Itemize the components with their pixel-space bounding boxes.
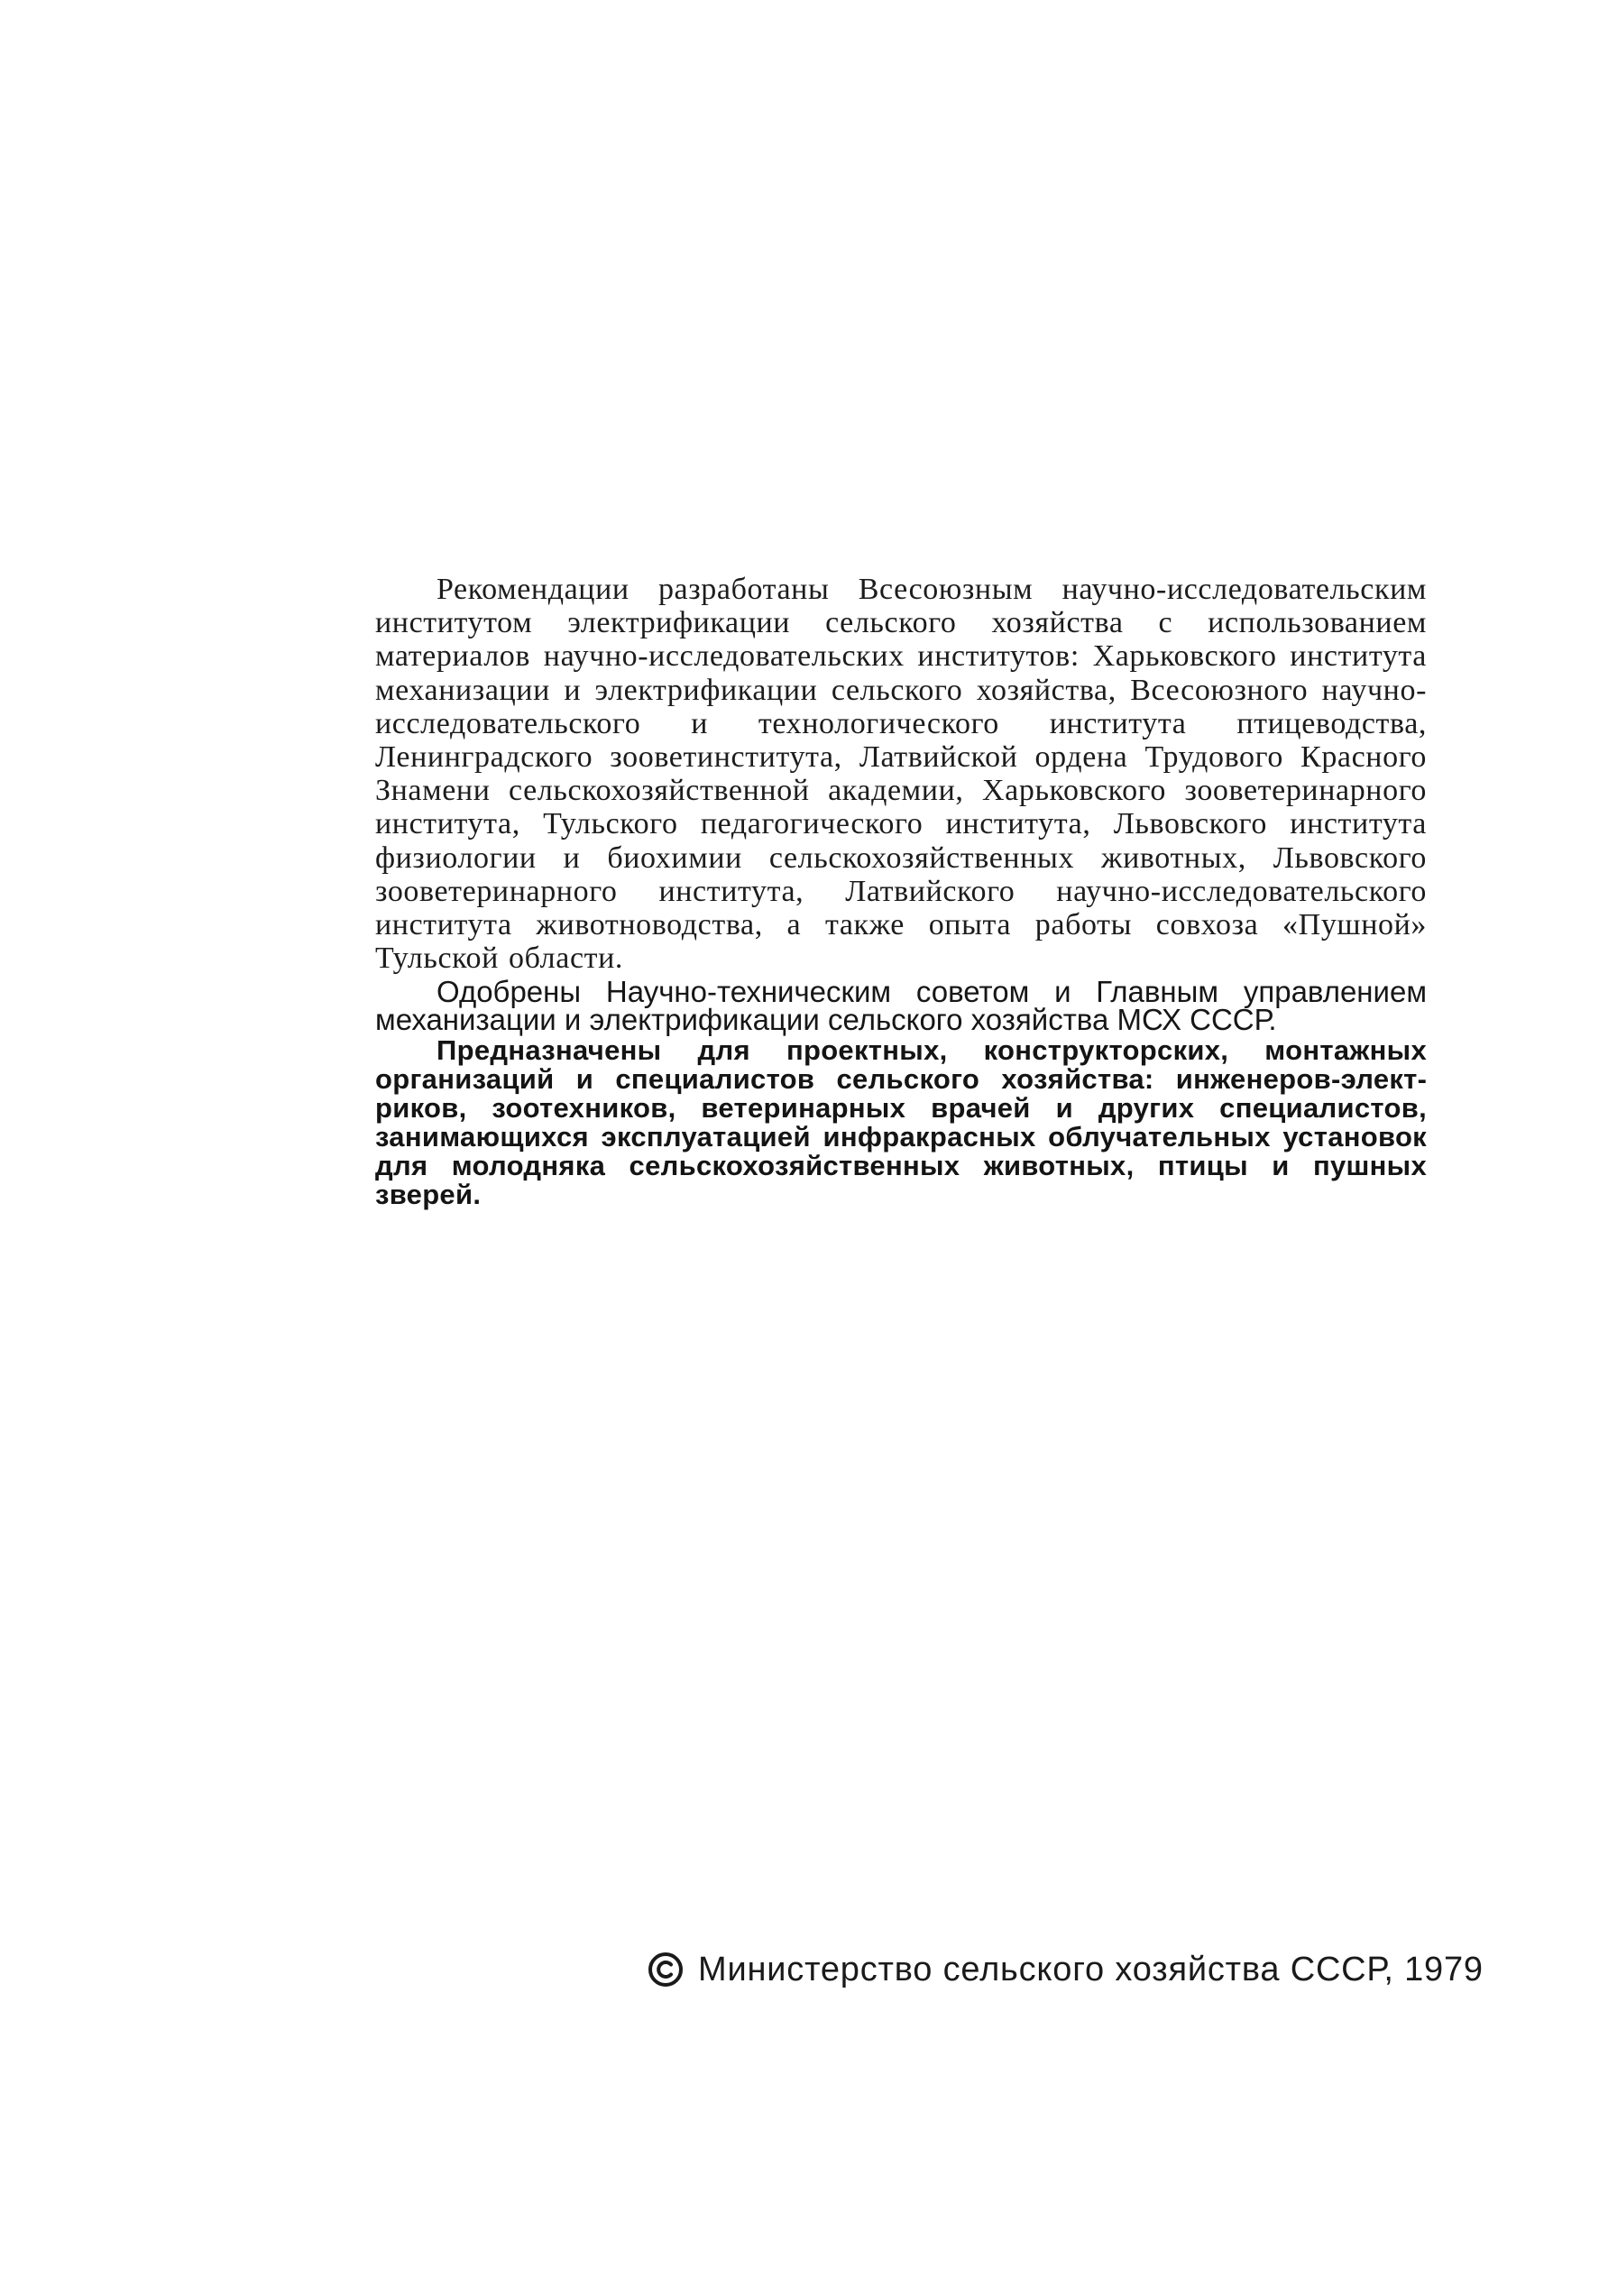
paragraph-purpose: Предназначены для проектных, конструкторских, монтажных организаций и специалистов сельского хозяйства: инженеров-электриков, зоотехников, ветеринарных врачей и других специалистов, занимающихся эксплуатацией инфракрасных облучательных установок для молодняка сельскохозяйственных животных, птицы и пушных зверей. <box>375 1034 1427 1211</box>
copyright-text: Министерство сельского хозяйства СССР, 1979 <box>698 1950 1484 1988</box>
paragraph-developers: Рекомендации разработаны Всесоюзным научно-исследовательским институтом электрификации сельского хозяйства с использованием материалов научно-исследовательских институтов: Харьковского института механизации и электрификации сельского хозяйства, Всесоюзного научно-исследовательского и технологического института птицеводства, Ленинградского зооветинститута, Латвийской ордена Трудового Красного Знамени сельскохозяйственной академии, Харьковского зооветеринарного института, Тульского педагогического института, Львовского института физиологии и биохимии сельскохозяйственных животных, Львовского зооветеринарного института, Латвийского научно-исследовательского института животноводства, а также опыта работы совхоза «Пушной» Тульской области. <box>375 573 1427 976</box>
copyright-line <box>648 1942 1484 1997</box>
paragraph-approval: Одобрены Научно-техническим советом и Главным управлением механизации и электрификации сельского хозяйства МСХ СССР. <box>375 975 1427 1037</box>
copyright-icon <box>648 1952 684 1988</box>
annotation-text <box>375 573 1427 1209</box>
